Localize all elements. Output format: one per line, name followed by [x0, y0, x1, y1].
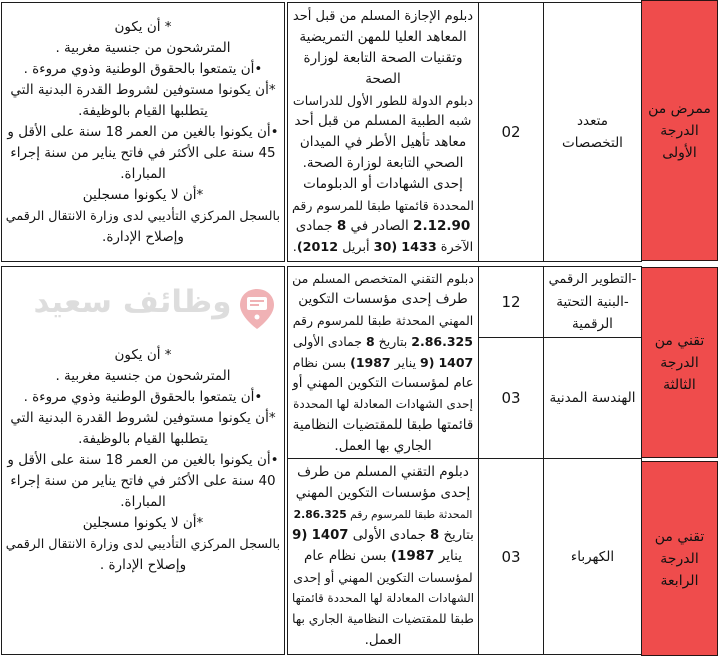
condition-line: * أن يكون	[114, 18, 172, 35]
specialty-line: الهندسة المدنية	[549, 390, 636, 406]
specialty-line: -التطوير الرقمي	[548, 272, 637, 287]
diploma-text	[292, 6, 474, 258]
diploma-line: المحددة قائمتها طبقا للمرسوم رقم	[292, 198, 474, 213]
grade-name	[646, 98, 713, 164]
diploma-line: لمؤسسات التكوين المهني أو إحدى	[293, 570, 473, 585]
diploma-line: المعاهد العليا للمهن التمريضية	[299, 29, 467, 45]
condition-line: يتطلبها القيام بالوظيفة.	[78, 102, 208, 119]
diploma-line: قائمتها طبقا للمقتضيات النظامية	[292, 417, 474, 433]
positions-count: 03	[501, 547, 521, 566]
diploma-line: طبقا للمقتضيات النظامية الجاري بها	[292, 612, 474, 626]
grade-line: الرابعة	[660, 572, 699, 589]
condition-line: المترشحون من جنسية مغربية .	[55, 368, 231, 384]
diploma-line: العمل.	[364, 632, 402, 648]
condition-line: •أن يتمتعوا بالحقوق الوطنية وذوي مروءة .	[23, 60, 263, 77]
diploma-line: 2.86.325 بتاريخ 8 جمادى الأولى	[293, 334, 473, 349]
grade-line: الدرجة	[660, 354, 699, 371]
positions-count-wrap	[483, 546, 539, 568]
grade-name	[646, 526, 713, 592]
specialty-line: الكهرباء	[570, 548, 615, 565]
diploma-line: بتاريخ 8 جمادى الأولى 1407 (9	[292, 528, 474, 543]
positions-count: 12	[501, 293, 521, 311]
grade-cell	[641, 0, 718, 261]
specialty-line: الرقمية	[572, 316, 613, 332]
condition-line: *أن يكونوا مستوفين لشروط القدرة البدنية التي	[10, 81, 276, 98]
diploma-text	[292, 462, 474, 651]
diploma-line: الصحي التابعة لوزارة الصحة.	[302, 155, 464, 171]
positions-cell	[478, 458, 544, 655]
condition-line: المترشحون من جنسية مغربية .	[55, 39, 231, 56]
positions-count-wrap	[483, 121, 539, 143]
specialty-line: التخصصات	[562, 135, 623, 151]
positions-count-wrap	[483, 387, 539, 409]
condition-line: *أن لا يكونوا مسجلين	[82, 515, 204, 531]
condition-line: •أن يكونوا بالغين من العمر 18 سنة على الأقل و	[7, 123, 279, 140]
diploma-cell	[287, 458, 479, 655]
conditions-cell	[1, 2, 285, 262]
specialty-line: -البنية التحتية	[556, 294, 629, 310]
diploma-line: دبلوم التقني المسلم من طرف	[297, 464, 469, 480]
grade-line: الثالثة	[663, 376, 696, 393]
specialty-cell	[543, 266, 642, 338]
conditions-text	[6, 345, 280, 576]
diploma-line: معاهد تأهيل الأطر في الميدان	[299, 134, 467, 150]
positions-count: 03	[501, 389, 521, 407]
diploma-line: إحدى الشهادات أو الدبلومات	[303, 176, 463, 192]
specialty-name	[548, 110, 637, 154]
diploma-line: وتقنيات الصحة التابعة لوزارة	[303, 50, 463, 66]
grade-cell	[641, 461, 718, 656]
diploma-text	[292, 268, 474, 457]
watermark-text: وظائف سعيد	[33, 284, 232, 320]
positions-count: 02	[501, 123, 521, 141]
specialty-cell	[543, 458, 642, 655]
condition-line: *أن لا يكونوا مسجلين	[82, 186, 204, 203]
condition-line: •أن يتمتعوا بالحقوق الوطنية وذوي مروءة .	[23, 389, 263, 405]
diploma-line: 2.12.90 الصادر في 8 جمادى	[295, 218, 471, 234]
condition-line: بالسجل المركزي التأديبي لدى وزارة الانتقال الرقمي	[6, 208, 280, 224]
positions-count-wrap	[483, 291, 539, 313]
grade-line: تقني من	[654, 528, 705, 545]
diploma-line: 1407 (9 يناير 1987) بسن نظام	[292, 355, 474, 370]
diploma-line: عام لمؤسسات التكوين المهني أو	[292, 376, 474, 391]
diploma-line: دبلوم الدولة للطور الأول للدراسات	[292, 93, 474, 108]
watermark-logo-icon	[237, 287, 277, 331]
grade-line: تقني من	[654, 332, 705, 349]
condition-line: يتطلبها القيام بالوظيفة.	[78, 431, 208, 447]
diploma-line: شبه الطبية المسلم من قبل أحد	[294, 113, 472, 129]
condition-line: * أن يكون	[114, 347, 172, 363]
condition-line: وإصلاح الإدارة .	[99, 557, 187, 573]
diploma-line: دبلوم الإجازة المسلم من قبل أحد	[292, 9, 474, 24]
diploma-line: الآخرة 1433 (30 أبريل 2012).	[292, 240, 474, 255]
diploma-line: إحدى مؤسسات التكوين المهني	[295, 485, 471, 501]
conditions-text	[6, 17, 280, 248]
specialty-name	[548, 269, 637, 335]
specialty-name	[548, 546, 637, 568]
grade-line: الدرجة	[660, 122, 699, 139]
diploma-line: يناير 1987) بسن نظام عام	[304, 548, 462, 564]
condition-line: بالسجل المركزي التأديبي لدى وزارة الانتقال الرقمي	[6, 537, 280, 552]
diploma-line: إحدى الشهادات المعادلة لها المحددة	[293, 397, 473, 411]
grade-name	[646, 330, 713, 396]
specialty-name	[548, 387, 637, 409]
diploma-line: دبلوم التقني المتخصص المسلم من	[292, 271, 474, 286]
specialty-cell	[543, 337, 642, 459]
grade-line: الأولى	[662, 144, 697, 161]
grade-cell	[641, 267, 718, 458]
diploma-line: طرف إحدى مؤسسات التكوين	[298, 291, 468, 307]
positions-cell	[478, 337, 544, 459]
condition-line: المباراة.	[120, 494, 166, 510]
condition-line: •أن يكونوا بالغين من العمر 18 سنة على الأقل و	[7, 452, 279, 468]
diploma-line: الصحة	[365, 71, 401, 87]
positions-cell	[478, 2, 544, 262]
condition-line: 40 سنة على الأكثر في فاتح يناير من سنة إجراء	[10, 473, 276, 489]
specialty-line: متعدد	[577, 113, 608, 129]
condition-line: وإصلاح الإدارة.	[102, 228, 184, 245]
specialty-cell	[543, 2, 642, 262]
diploma-cell	[287, 266, 479, 459]
diploma-cell	[287, 2, 479, 262]
diploma-line: الشهادات المعادلة لها المحددة قائمتها	[292, 591, 474, 605]
diploma-line: الجاري بها العمل.	[334, 438, 432, 454]
condition-line: المباراة.	[120, 165, 166, 182]
condition-line: *أن يكونوا مستوفين لشروط القدرة البدنية التي	[10, 410, 276, 426]
positions-cell	[478, 266, 544, 338]
condition-line: 45 سنة على الأكثر في فاتح يناير من سنة إجراء	[10, 144, 276, 161]
grade-line: الدرجة	[660, 550, 699, 567]
grade-line: ممرض من	[648, 100, 711, 117]
diploma-line: المهني المحدثة طبقا للمرسوم رقم	[292, 313, 474, 328]
diploma-line: المحدثة طبقا للمرسوم رقم 2.86.325	[293, 508, 473, 521]
